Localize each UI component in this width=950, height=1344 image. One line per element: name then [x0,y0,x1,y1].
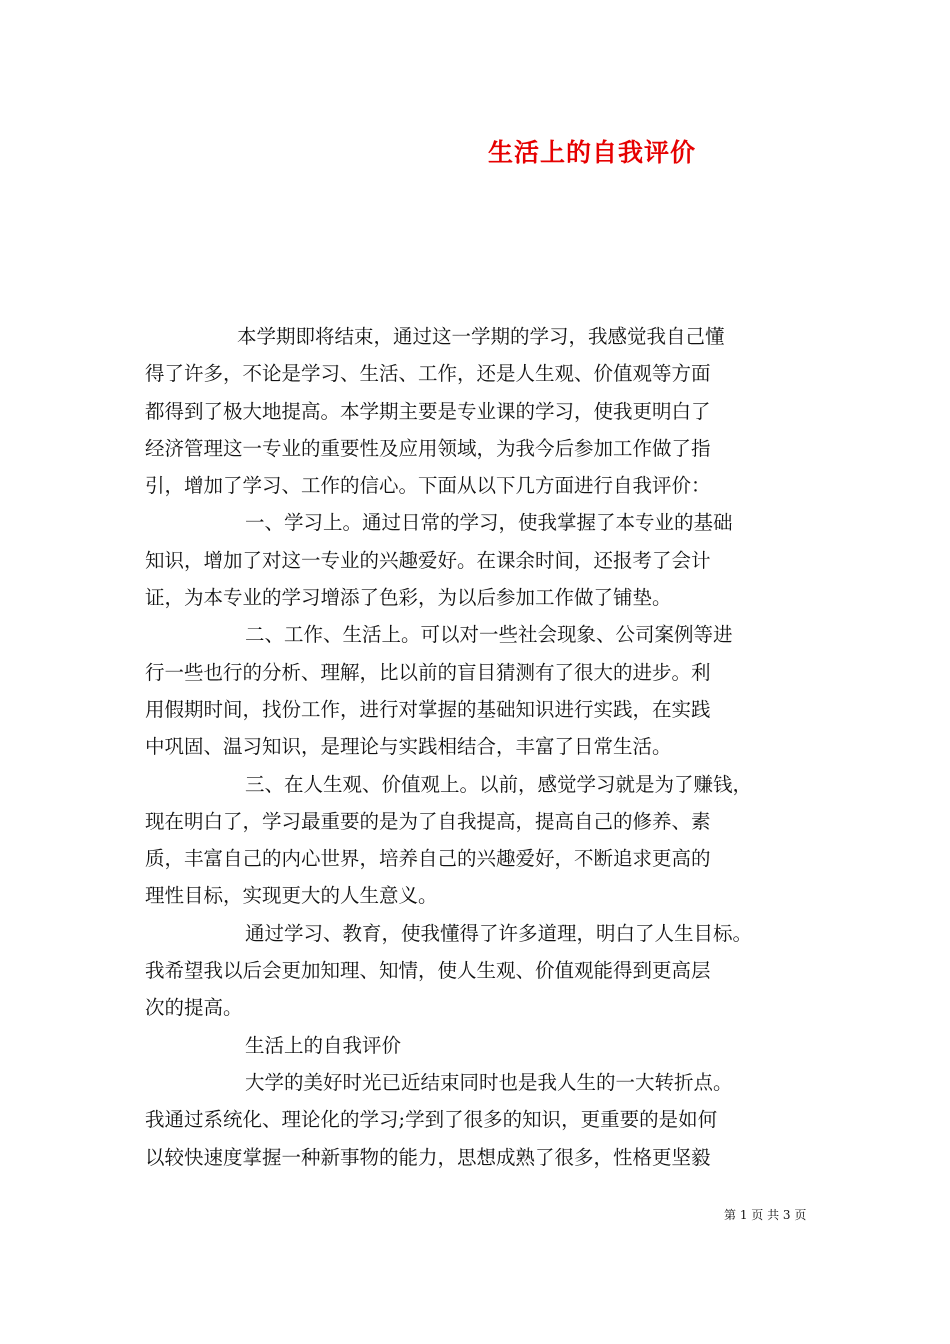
text-line: 引，增加了学习、工作的信心。下面从以下几方面进行自我评价： [145,474,711,498]
page-title: 生活上的自我评价 [488,138,697,167]
text-line: 都得到了极大地提高。本学期主要是专业课的学习，使我更明白了 [145,399,711,423]
text-line: 一、学习上。通过日常的学习，使我掌握了本专业的基础 [245,511,733,535]
text-line: 次的提高。 [145,996,243,1020]
document-body [145,318,810,1176]
text-line: 得了许多，不论是学习、生活、工作，还是人生观、价值观等方面 [145,362,711,386]
text-line: 证，为本专业的学习增添了色彩，为以后参加工作做了铺垫。 [145,586,672,610]
text-line: 我希望我以后会更加知理、知情，使人生观、价值观能得到更高层 [145,959,711,983]
text-line: 大学的美好时光已近结束同时也是我人生的一大转折点。 [245,1070,733,1094]
text-line: 质，丰富自己的内心世界，培养自己的兴趣爱好，不断追求更高的 [145,847,711,871]
page-number-footer: 第 1 页 共 3 页 [724,1208,807,1222]
text-line: 行一些也行的分析、理解，比以前的盲目猜测有了很大的进步。利 [145,660,711,684]
text-line: 通过学习、教育，使我懂得了许多道理，明白了人生目标。 [245,921,753,945]
text-line: 我通过系统化、理论化的学习;学到了很多的知识，更重要的是如何 [145,1108,718,1132]
text-line: 现在明白了，学习最重要的是为了自我提高，提高自己的修养、素 [145,809,711,833]
text-line: 以较快速度掌握一种新事物的能力，思想成熟了很多，性格更坚毅 [145,1145,711,1169]
text-line: 经济管理这一专业的重要性及应用领域，为我今后参加工作做了指 [145,436,711,460]
section-heading: 生活上的自我评价 [245,1033,402,1057]
text-line: 用假期时间，找份工作，进行对掌握的基础知识进行实践，在实践 [145,697,711,721]
text-line: 知识，增加了对这一专业的兴趣爱好。在课余时间，还报考了会计 [145,548,711,572]
text-line: 本学期即将结束，通过这一学期的学习，我感觉我自己懂 [237,325,725,348]
text-line: 二、工作、生活上。可以对一些社会现象、公司案例等进 [245,623,733,647]
text-line: 三、在人生观、价值观上。以前，感觉学习就是为了赚钱， [245,772,753,796]
text-line: 中巩固、温习知识，是理论与实践相结合，丰富了日常生活。 [145,735,672,759]
text-line: 理性目标，实现更大的人生意义。 [145,884,438,908]
